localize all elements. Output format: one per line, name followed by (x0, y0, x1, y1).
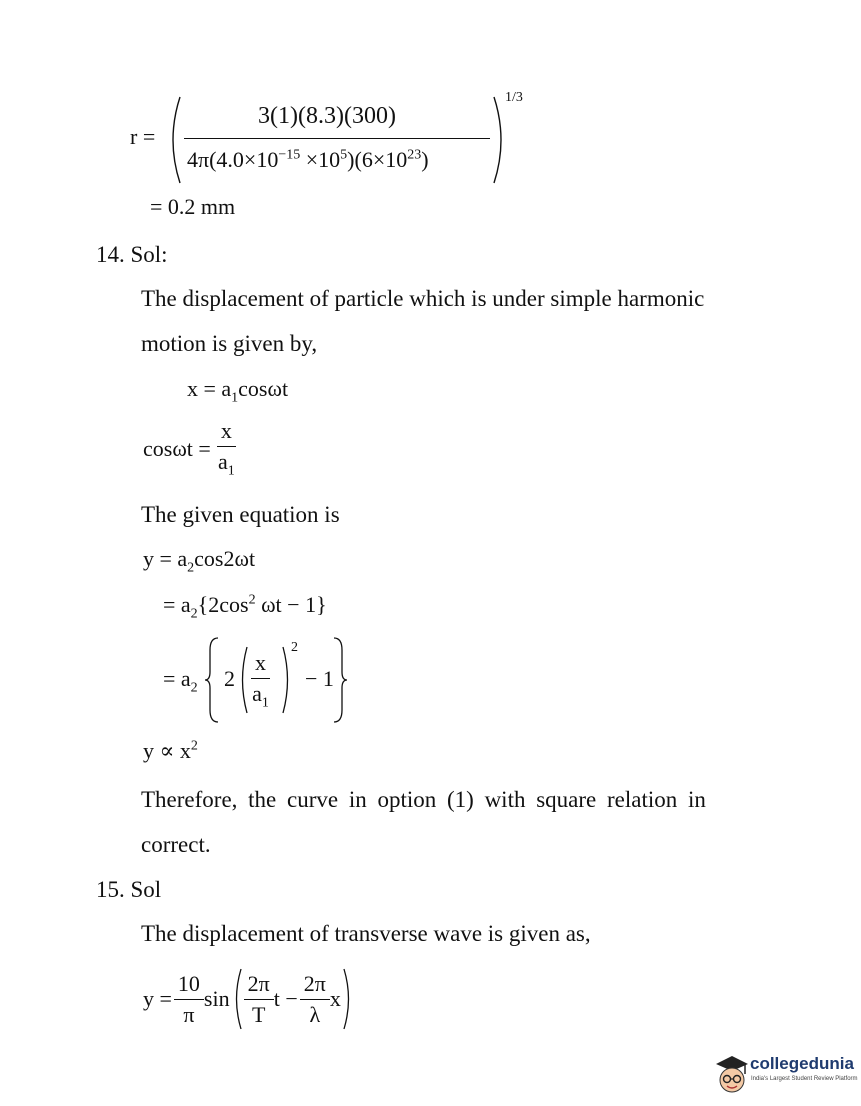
eq-r-power: 1/3 (505, 90, 523, 105)
sol14-eq5-tail: − 1 (305, 666, 334, 691)
eq-r-result: = 0.2 mm (150, 194, 236, 219)
sol14-heading: 14. Sol: (96, 242, 168, 267)
sol14-para1-line1: The displacement of particle which is under simple harmonic (141, 286, 705, 311)
sol14-eq3: $y = a_2\cos 2\omega t$ (143, 546, 256, 576)
sol14-eq4: = $a_2\{2\cos^2$ ωt − 1} (163, 592, 327, 622)
sol14-eq5-left-paren (236, 645, 250, 715)
eq-r-right-paren (490, 95, 512, 185)
sol15-para1: The displacement of transverse wave is given as, (141, 921, 591, 946)
mascot-icon (712, 1052, 750, 1096)
brand-tagline: India's Largest Student Review Platform (751, 1076, 858, 1082)
eq-r-denominator: $4\pi(4.0\times 10^{-15} \times 10^5)(6\times 10^{23})$ (187, 147, 429, 172)
sol14-eq5-sup: 2 (291, 640, 298, 655)
sol14-eq5-fraction: $\frac{x}{a_1}$ (252, 650, 269, 711)
sol14-eq5-two: 2 (224, 666, 235, 691)
eq-r-fraction-bar (184, 138, 490, 139)
sol14-para2: The given equation is (141, 502, 340, 527)
sol14-eq1: $x = a_1\cos\omega t$ (187, 376, 289, 406)
eq-r-left-paren (162, 95, 184, 185)
brand-watermark (712, 1046, 861, 1102)
sol14-eq5-left-brace (203, 636, 221, 724)
eq-r-numerator: 3(1)(8.3)(300) (258, 103, 396, 129)
sol15-left-paren (230, 967, 244, 1031)
sol15-right-paren (341, 967, 355, 1031)
sol14-eq5-right-brace (331, 636, 349, 724)
sol14-para3-line1: Therefore, the curve in option (1) with square relation in (141, 787, 706, 812)
sol14-para3-line2: correct. (141, 832, 211, 857)
sol14-eq2: cosωt = $\frac{x}{a_1}$ (143, 418, 235, 479)
sol14-eq5-lhs: = $a_2$ (163, 666, 198, 696)
sol14-para1-line2: motion is given by, (141, 331, 318, 356)
sol15-eq: y = $\frac{10}{\pi}$ sin $\frac{2\pi}{T}$ t − $\frac{2\pi}{\lambda}$ x (143, 967, 355, 1031)
sol14-eq6: $y \propto x^2$ (143, 738, 198, 763)
sol15-heading: 15. Sol (96, 877, 162, 902)
brand-name: collegedunia (750, 1054, 854, 1073)
eq-r-lhs: r = (130, 124, 156, 149)
